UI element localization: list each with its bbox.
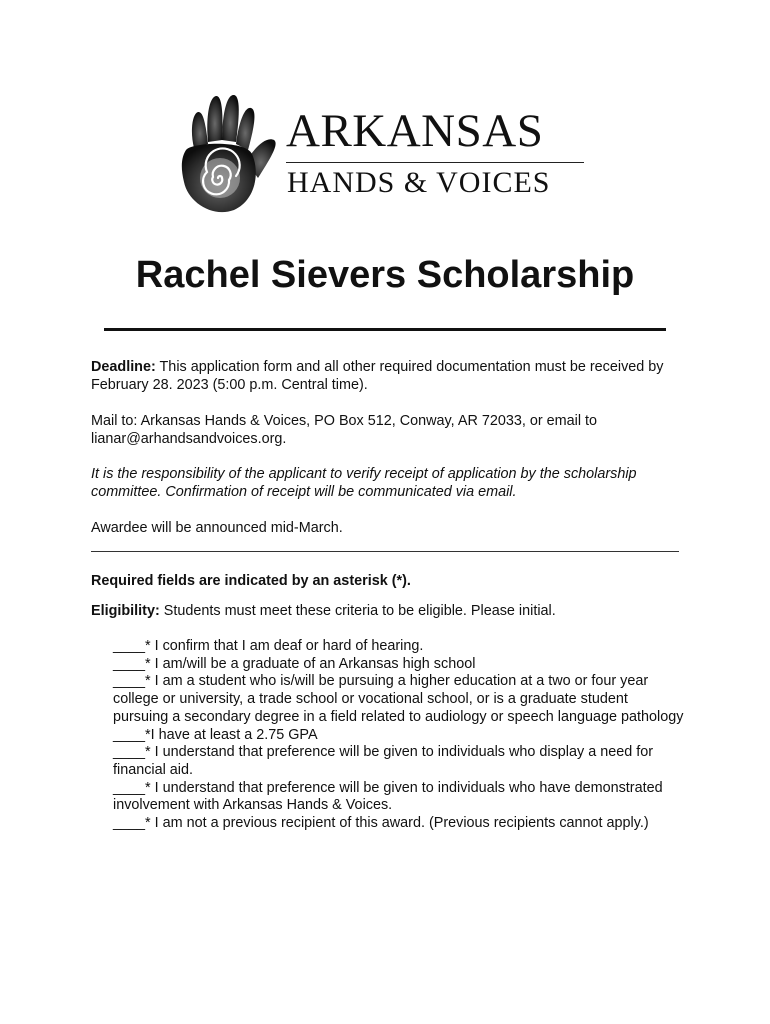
criterion-text: * I understand that preference will be given to individuals who display a need for financial aid.: [113, 744, 653, 778]
eligibility-text: Students must meet these criteria to be eligible. Please initial.: [159, 603, 556, 619]
initial-blank[interactable]: ____: [113, 655, 146, 672]
logo-text-hands-voices: HANDS & VOICES: [287, 166, 551, 199]
page-title: Rachel Sievers Scholarship: [135, 254, 635, 296]
deadline-text: This application form and all other required documentation must be received by February 28. 2023 (5:00 p.m. Central time).: [91, 359, 664, 393]
hand-spiral-icon: [176, 92, 280, 216]
deadline-label: Deadline:: [91, 359, 156, 375]
criterion-item: [113, 673, 685, 726]
criterion-item: [113, 638, 685, 656]
deadline-paragraph: [91, 358, 691, 394]
logo-divider: [286, 162, 584, 163]
section-divider: [91, 551, 679, 552]
initial-blank[interactable]: ____: [113, 779, 146, 796]
initial-blank[interactable]: ____: [113, 638, 146, 654]
initial-blank[interactable]: ____: [113, 726, 146, 743]
criterion-item: [113, 744, 685, 779]
responsibility-paragraph: It is the responsibility of the applicant to verify receipt of application by the scholarship committee. Confirmation of receipt will be communicated via email.: [91, 466, 637, 500]
eligibility-criteria-list: [113, 638, 685, 833]
criterion-text: * I understand that preference will be given to individuals who have demonstrated involvement with Arkansas Hands & Voices.: [113, 779, 663, 814]
criterion-text: * I am/will be a graduate of an Arkansas high school: [145, 655, 476, 672]
criterion-item: [113, 815, 685, 833]
initial-blank[interactable]: ____: [113, 815, 146, 832]
organization-logo: [176, 92, 596, 222]
awardee-paragraph: Awardee will be announced mid-March.: [91, 520, 343, 536]
criterion-item: [113, 656, 685, 674]
criterion-item: [113, 727, 685, 745]
initial-blank[interactable]: ____: [113, 673, 146, 690]
eligibility-paragraph: [91, 602, 691, 620]
eligibility-label: Eligibility:: [91, 603, 160, 619]
mailing-paragraph: Mail to: Arkansas Hands & Voices, PO Box 512, Conway, AR 72033, or email to lianar@arhandsandvoices.org.: [91, 413, 598, 447]
required-fields-note: Required fields are indicated by an asterisk (*).: [91, 573, 411, 589]
criterion-text: *I have at least a 2.75 GPA: [145, 726, 318, 743]
logo-text-arkansas: ARKANSAS: [286, 105, 544, 157]
criterion-text: * I am not a previous recipient of this award. (Previous recipients cannot apply.): [145, 815, 649, 832]
criterion-text: * I am a student who is/will be pursuing a higher education at a two or four year college or university, a trade school or vocational school, or is a graduate student pursuing a secondary degree in a field related to audiology or speech language pathology: [113, 673, 684, 725]
initial-blank[interactable]: ____: [113, 744, 146, 761]
criterion-item: [113, 780, 685, 815]
criterion-text: * I confirm that I am deaf or hard of hearing.: [145, 638, 424, 654]
title-underline: [104, 328, 666, 331]
